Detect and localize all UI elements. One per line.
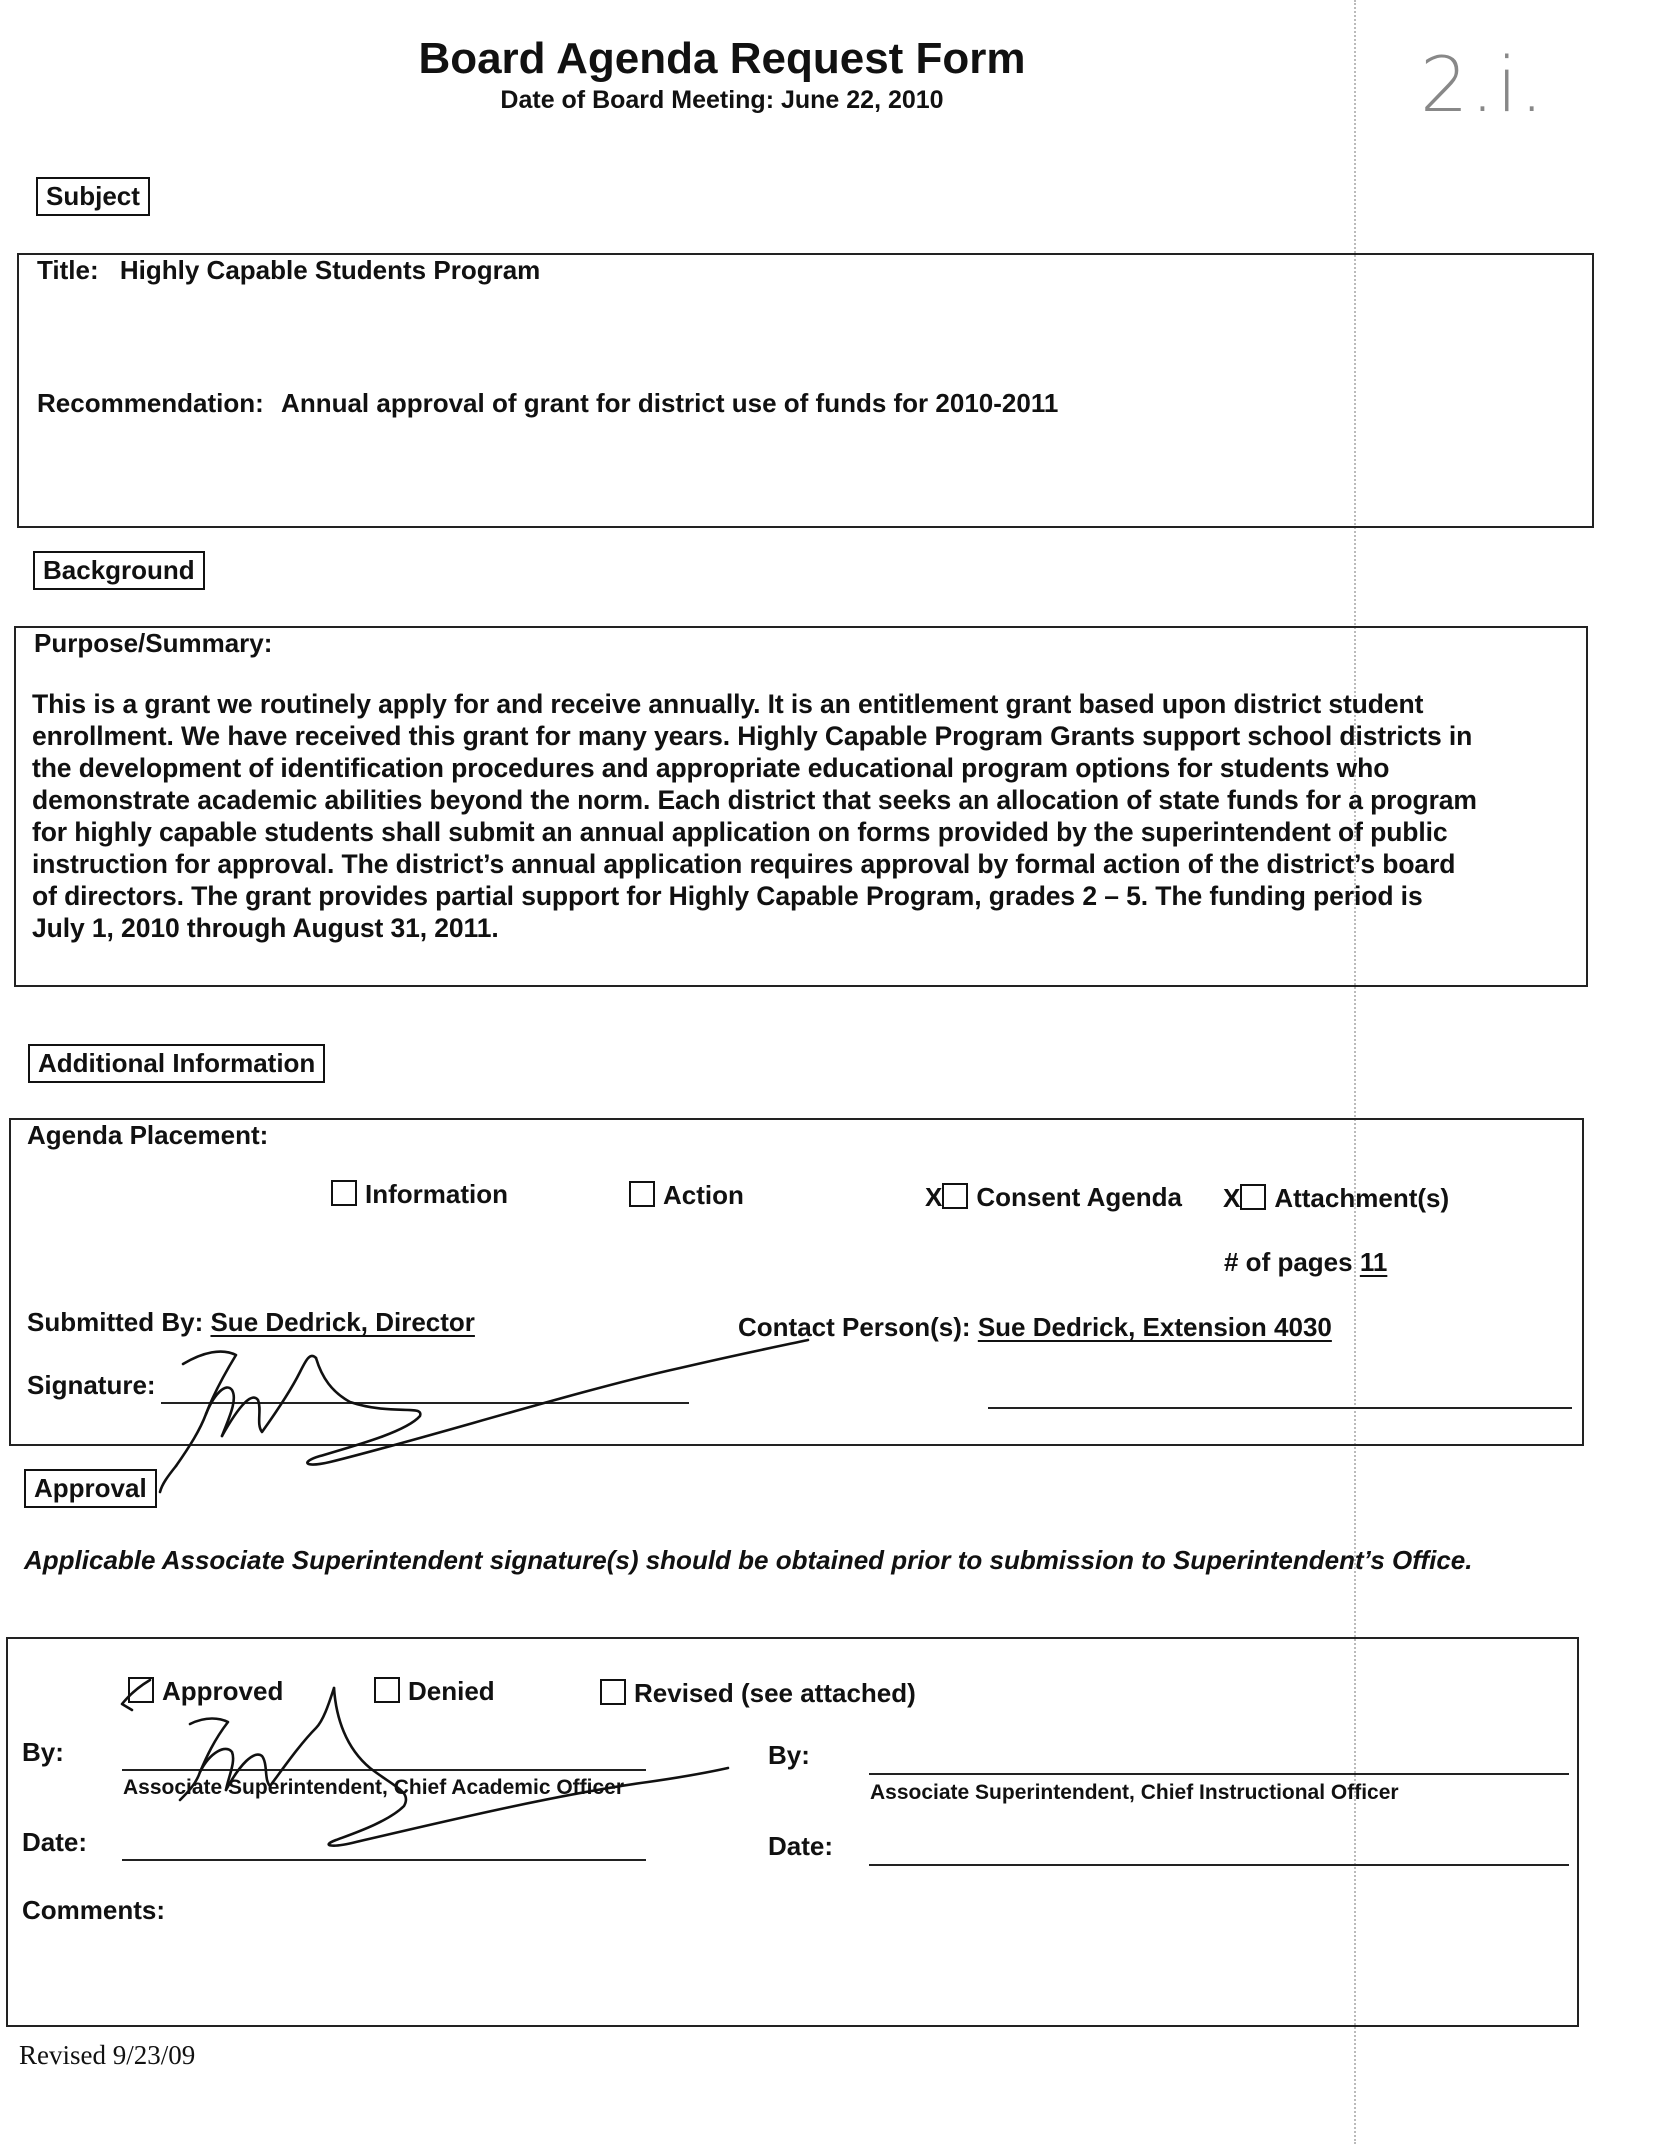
approved-label: Approved bbox=[162, 1676, 284, 1706]
by-label-right: By: bbox=[768, 1740, 810, 1770]
approval-note: Applicable Associate Superintendent signature(s) should be obtained prior to submission to Superintendent’s Office. bbox=[24, 1545, 1473, 1575]
consent-label: Consent Agenda bbox=[976, 1182, 1182, 1212]
summary-line: This is a grant we routinely apply for and receive annually. It is an entitlement grant based upon district student bbox=[32, 689, 1424, 719]
subject-box bbox=[17, 253, 1594, 528]
additional-info-box bbox=[9, 1118, 1584, 1446]
option-denied[interactable] bbox=[374, 1676, 495, 1707]
summary-line: demonstrate academic abilities beyond the norm. Each district that seeks an allocation of state funds for a program bbox=[32, 785, 1477, 815]
consent-checkbox[interactable] bbox=[942, 1183, 968, 1209]
subject-tab: Subject bbox=[36, 177, 150, 216]
agenda-placement-label: Agenda Placement: bbox=[27, 1120, 269, 1150]
signature-line[interactable] bbox=[161, 1402, 689, 1404]
recommendation-label: Recommendation: bbox=[37, 388, 264, 418]
contact-signature-line[interactable] bbox=[988, 1407, 1572, 1409]
purpose-label: Purpose/Summary: bbox=[34, 628, 273, 658]
contact-value: Sue Dedrick, Extension 4030 bbox=[977, 1312, 1332, 1342]
denied-checkbox[interactable] bbox=[374, 1677, 400, 1703]
recommendation-value: Annual approval of grant for district use of funds for 2010-2011 bbox=[281, 388, 1059, 418]
by-line-left[interactable] bbox=[122, 1769, 646, 1771]
right-approver-title: Associate Superintendent, Chief Instructional Officer bbox=[870, 1781, 1399, 1804]
by-label-left: By: bbox=[22, 1737, 64, 1767]
attachments-mark: X bbox=[1223, 1183, 1241, 1213]
attachments-checkbox[interactable] bbox=[1240, 1184, 1266, 1210]
by-line-right[interactable] bbox=[869, 1773, 1569, 1775]
option-action[interactable] bbox=[629, 1180, 744, 1211]
option-attachments[interactable] bbox=[1223, 1183, 1449, 1214]
contact-person bbox=[738, 1312, 1332, 1343]
meeting-date: Date of Board Meeting: June 22, 2010 bbox=[500, 86, 944, 114]
summary-line: enrollment. We have received this grant for many years. Highly Capable Program Grants support school districts in bbox=[32, 721, 1473, 751]
attachments-label: Attachment(s) bbox=[1274, 1183, 1450, 1213]
title-label: Title: bbox=[37, 255, 99, 285]
submitted-label: Submitted By: bbox=[27, 1307, 204, 1337]
action-label: Action bbox=[663, 1180, 744, 1210]
approved-checkbox[interactable] bbox=[128, 1677, 154, 1703]
summary-line: the development of identification procedures and appropriate educational program options for students who bbox=[32, 753, 1390, 783]
option-approved[interactable] bbox=[128, 1676, 283, 1707]
pages-label: # of pages bbox=[1224, 1247, 1353, 1277]
comments-label: Comments: bbox=[22, 1895, 166, 1925]
date-label-right: Date: bbox=[768, 1831, 834, 1861]
signature-label: Signature: bbox=[27, 1370, 156, 1400]
purpose-summary bbox=[32, 688, 1587, 944]
additional-info-tab: Additional Information bbox=[28, 1044, 325, 1083]
information-label: Information bbox=[365, 1179, 508, 1209]
date-label-left: Date: bbox=[22, 1827, 88, 1857]
approval-tab: Approval bbox=[24, 1469, 157, 1508]
summary-line: instruction for approval. The district’s annual application requires approval by formal action of the district’s board bbox=[32, 849, 1456, 879]
submitted-value: Sue Dedrick, Director bbox=[210, 1307, 475, 1337]
left-approver-title: Associate Superintendent, Chief Academic Officer bbox=[123, 1776, 625, 1799]
revised-checkbox[interactable] bbox=[600, 1679, 626, 1705]
summary-line: for highly capable students shall submit an annual application on forms provided by the superintendent of public bbox=[32, 817, 1448, 847]
option-revised[interactable] bbox=[600, 1678, 916, 1709]
option-information[interactable] bbox=[331, 1179, 508, 1210]
approval-box bbox=[6, 1637, 1579, 2027]
pages-count bbox=[1224, 1247, 1387, 1278]
summary-line: July 1, 2010 through August 31, 2011. bbox=[32, 913, 499, 943]
background-box bbox=[14, 626, 1588, 987]
revision-note: Revised 9/23/09 bbox=[19, 2040, 196, 2070]
revised-label: Revised (see attached) bbox=[634, 1678, 916, 1708]
action-checkbox[interactable] bbox=[629, 1181, 655, 1207]
summary-line: of directors. The grant provides partial support for Highly Capable Program, grades 2 – 5. The funding period is bbox=[32, 881, 1423, 911]
information-checkbox[interactable] bbox=[331, 1180, 357, 1206]
page-mark: 2.i. bbox=[1420, 40, 1546, 129]
consent-mark: X bbox=[925, 1182, 943, 1212]
title-value: Highly Capable Students Program bbox=[119, 255, 541, 285]
form-title: Board Agenda Request Form bbox=[418, 34, 1026, 83]
background-tab: Background bbox=[33, 551, 205, 590]
date-line-right[interactable] bbox=[869, 1864, 1569, 1866]
option-consent-agenda[interactable] bbox=[925, 1182, 1182, 1213]
submitted-by bbox=[27, 1307, 475, 1338]
denied-label: Denied bbox=[408, 1676, 495, 1706]
pages-value: 11 bbox=[1359, 1247, 1388, 1277]
date-line-left[interactable] bbox=[122, 1859, 646, 1861]
contact-label: Contact Person(s): bbox=[738, 1312, 971, 1342]
